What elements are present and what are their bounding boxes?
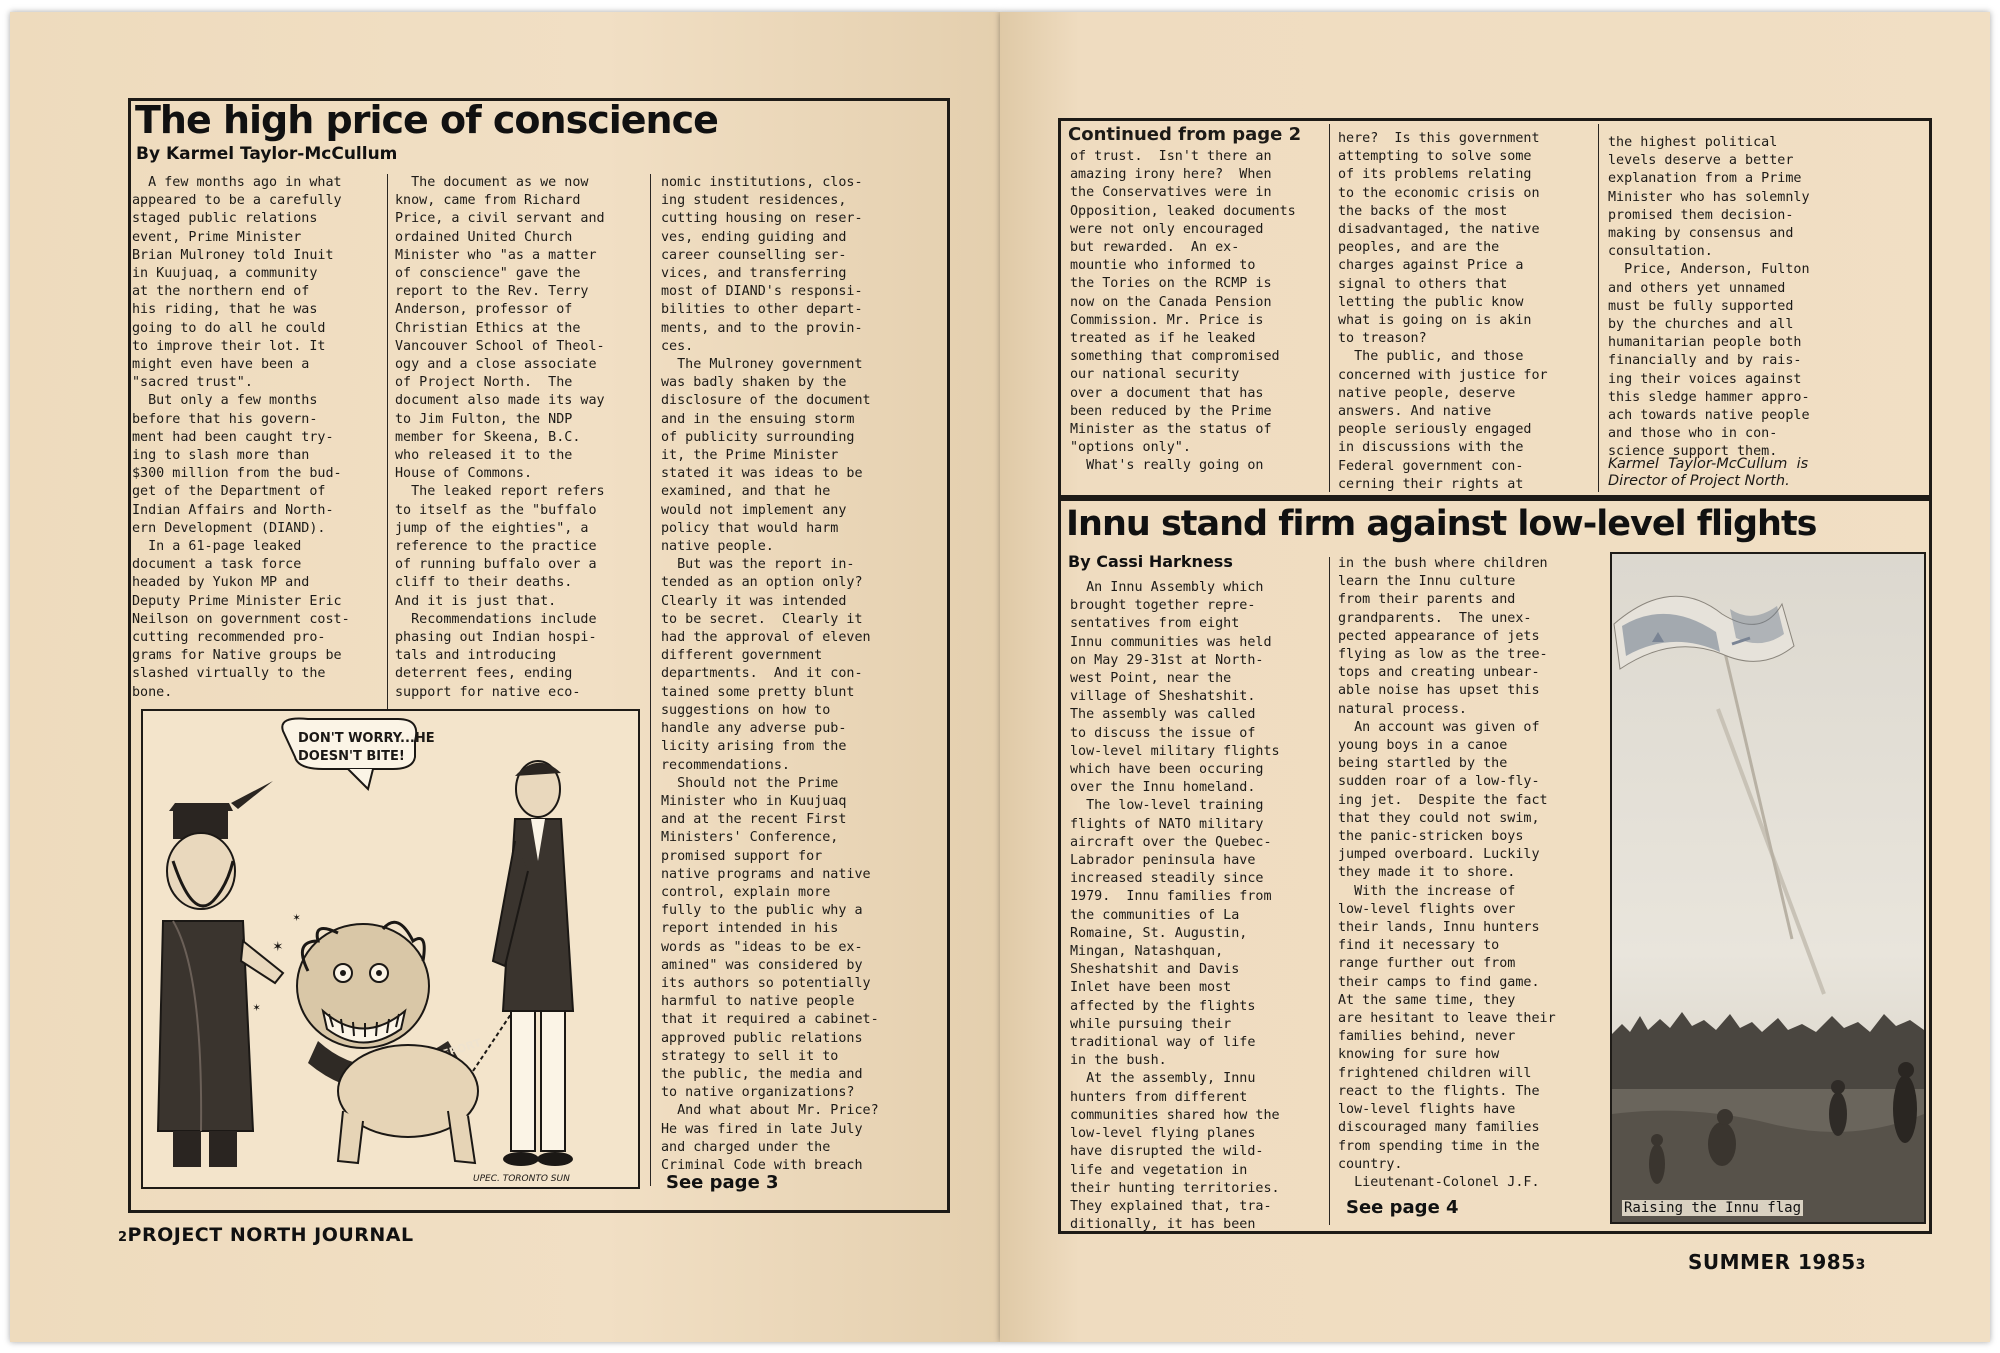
headline-innu: Innu stand firm against low-level flights: [1066, 504, 1817, 544]
innu-flag-photo: [1610, 552, 1926, 1224]
journal-title: PROJECT NORTH JOURNAL: [127, 1224, 414, 1246]
page-number-2: 2: [118, 1230, 128, 1245]
right-page: [1000, 12, 1990, 1342]
column-rule: [1329, 557, 1330, 1225]
svg-text:✶: ✶: [273, 936, 283, 955]
continued-column-1: of trust. Isn't there an amazing irony here? When the Conservatives were in Opposition, leaked documents were not only encouraged but rewarded. An ex- mountie who informed to the Tories on the RCMP is now on the Canada Pension Commission. Mr. Price is treated as if he leaked something that compromised our national security over a document that has been reduced by the Prime Minister as the status of "options only". What's really going on: [1070, 149, 1296, 474]
svg-text:✶: ✶: [253, 1000, 261, 1014]
article-column-3: nomic institutions, clos- ing student residences, cutting housing on reser- ves, ending guiding and career counselling ser- vices, and transferring most of DIAND's responsi- bilities to other depart- ments, and to the provin- ces. The Mulroney government was badly shaken by the disclosure of the document and in the ensuing storm of publicity surrounding it, the Prime Minister stated it was ideas to be examined, and that he would not implement any policy that would harm native people. But was the report in- tended as an option only? Clearly it was intended to be secret. Clearly it had the approval of eleven different government departments. And it con- tained some pretty blunt suggestions on how to handle any adverse pub- licity arising from the recommendations. Should not the Prime Minister who in Kuujuaq and at the recent First Ministers' Conference, promised support for native programs and native control, explain more fully to the public why a report intended in his words as "ideas to be ex- amined" was considered by its authors so potentially harmful to native people that it required a cabinet- approved public relations strategy to sell it to the public, the media and to native organizations? And what about Mr. Price? He was fired in late July and charged under the Criminal Code with breach: [661, 175, 879, 1173]
article-column-2: The document as we now know, came from Richard Price, a civil servant and ordained United Church Minister who "as a matter of conscience" gave the report to the Rev. Terry Anderson, professor of Christian Ethics at the Vancouver School of Theol- ogy and a close associate of Project North. The document also made its way to Jim Fulton, the NDP member for Skeena, B.C. who released it to the House of Commons. The leaked report refers to itself as the "buffalo jump of the eighties", a reference to the practice of running buffalo over a cliff to their deaths. And it is just that. Recommendations include phasing out Indian hospi- tals and introducing deterrent fees, ending support for native eco-: [395, 175, 605, 700]
author-note: Karmel Taylor-McCullum is Director of Project North.: [1608, 456, 1809, 489]
byline-innu: By Cassi Harkness: [1068, 552, 1233, 571]
column-rule: [1329, 124, 1330, 492]
continued-column-2: here? Is this government attempting to solve some of its problems relating to the economic crisis on the backs of the most disadvantaged, the native peoples, and are the charges against Price a signal to others that letting the public know what is going on is akin to treason? The public, and those concerned with justice for native people, deserve answers. And native people seriously engaged in discussions with the Federal government con- cerning their rights at: [1338, 131, 1548, 492]
speech-line-2: DOESN'T BITE!: [298, 749, 405, 764]
photo-caption: Raising the Innu flag: [1624, 1200, 1802, 1216]
page-number-3: 3: [1855, 1257, 1866, 1273]
cartoonist-signature: UPEC. TORONTO SUN: [473, 1174, 570, 1184]
photo-image: [1612, 554, 1924, 1222]
collar-tag: REPORT: [432, 1036, 483, 1064]
column-rule: [650, 174, 651, 1186]
svg-text:✶: ✶: [293, 910, 301, 924]
continued-column-3: the highest political levels deserve a better explanation from a Prime Minister who has solemnly promised them decision- making by consensus and consultation. Price, Anderson, Fulton and others yet unnamed must be fully supported by the churches and all humanitarian people both financially and by rais- ing their voices against this sledge hammer appro- ach towards native people and those who in con- science support them.: [1608, 135, 1810, 460]
innu-column-2: in the bush where children learn the Innu culture from their parents and grandparents. The unex- pected appearance of jets flying as low as the tree- tops and creating unbear- able noise has upset this natural process. An account was given of young boys in a canoe being startled by the sudden roar of a low-fly- ing jet. Despite the fact that they could not swim, the panic-stricken boys jumped overboard. Luckily they made it to shore. With the increase of low-level flights over their lands, Innu hunters find it necessary to range further out from their camps to find game. At the same time, they are hesitant to leave their families behind, never knowing for sure how frightened children will react to the flights. The low-level flights have discouraged many families from spending time in the country. Lieutenant-Colonel J.F.: [1338, 556, 1556, 1190]
innu-column-1: An Innu Assembly which brought together repre- sentatives from eight Innu communities was held on May 29-31st at North- west Point, near the village of Sheshatshit. The assembly was called to discuss the issue of low-level military flights which have been occuring over the Innu homeland. The low-level training flights of NATO military aircraft over the Quebec- Labrador peninsula have increased steadily since 1979. Innu families from the communities of La Romaine, St. Augustin, Mingan, Natashquan, Sheshatshit and Davis Inlet have been most affected by the flights while pursuing their traditional way of life in the bush. At the assembly, Innu hunters from different communities shared how the low-level flying planes have disrupted the wild- life and vegetation in their hunting territories. They explained that, tra- ditionally, it has been: [1070, 580, 1280, 1233]
folio-left: [118, 1224, 414, 1246]
article-column-1: A few months ago in what appeared to be a carefully staged public relations event, Prime Minister Brian Mulroney told Inuit in Kuujuaq, a community at the northern end of his riding, that he was going to do all he could to improve their lot. It might even have been a "sacred trust". But only a few months before that his govern- ment had been caught try- ing to slash more than $300 million from the bud- get of the Department of Indian Affairs and North- ern Development (DIAND). In a 61-page leaked document a task force headed by Yukon MP and Deputy Prime Minister Eric Neilson on government cost- cutting recommended pro- grams for Native groups be slashed virtually to the bone.: [132, 175, 350, 700]
speech-line-1: DON'T WORRY...HE: [298, 731, 435, 746]
folio-right: [1688, 1250, 1866, 1274]
cartoon-drawing: [143, 711, 638, 1187]
column-rule: [1598, 124, 1599, 492]
see-page-3[interactable]: See page 3: [666, 1172, 779, 1193]
issue-date: SUMMER 1985: [1688, 1250, 1856, 1274]
see-page-4[interactable]: See page 4: [1346, 1197, 1459, 1218]
headline: The high price of conscience: [135, 98, 718, 142]
left-page: [10, 12, 1000, 1342]
column-rule: [387, 174, 388, 709]
editorial-cartoon: [141, 709, 640, 1189]
continued-from-page-2: Continued from page 2: [1068, 124, 1302, 145]
byline: By Karmel Taylor-McCullum: [136, 144, 398, 164]
